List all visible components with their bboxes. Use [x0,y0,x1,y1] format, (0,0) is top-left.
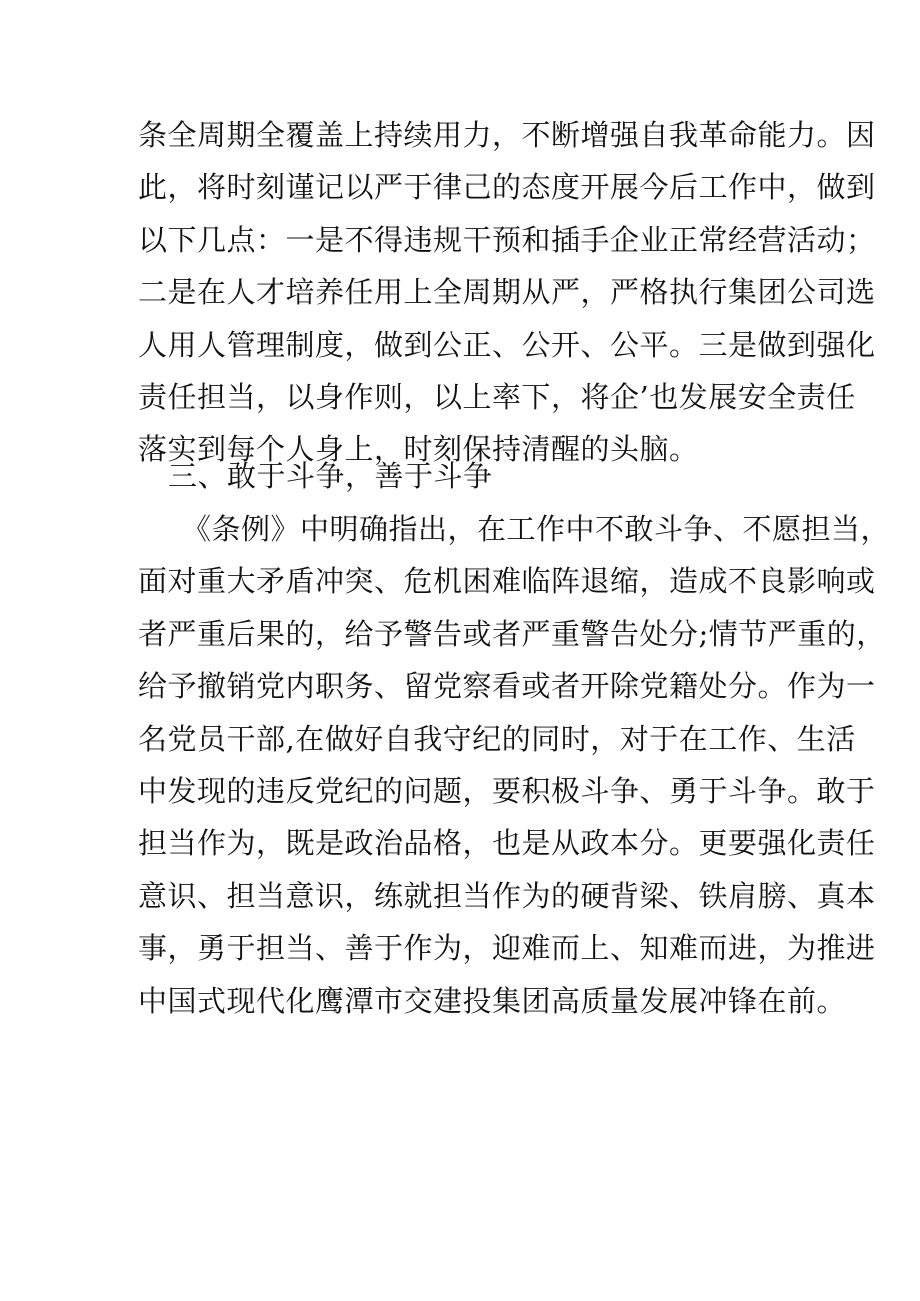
paragraph-1-line: 此，将时刻谨记以严于律己的态度开展今后工作中，做到 [138,170,876,205]
paragraph-2-line: 事，勇于担当、善于作为，迎难而上、知难而进，为推进 [138,931,876,966]
paragraph-2-line: 中国式现代化鹰潭市交建投集团高质量发展冲锋在前。 [138,983,847,1018]
paragraph-1-line: 人用人管理制度，做到公正、公开、公平。三是做到强化 [138,327,876,362]
paragraph-2-line: 中发现的违反党纪的问题，要积极斗争、勇于斗争。敢于 [138,773,876,808]
paragraph-1 [138,109,876,476]
paragraph-1-line: 落实到每个人身上，时刻保持清醒的头脑。 [138,432,699,467]
paragraph-2-line: 者严重后果的，给予警告或者严重警告处分;情节严重的， [138,616,886,651]
paragraph-1-line: 责任担当，以身作则，以上率下，将企’也发展安全责任 [138,379,856,414]
paragraph-1-line: 以下几点：一是不得违规干预和插手企业正常经营活动； [138,222,876,257]
paragraph-1-line: 条全周期全覆盖上持续用力，不断增强自我革命能力。因 [138,118,876,152]
paragraph-2 [138,503,891,1027]
section-heading: 三、敢于斗争，善于斗争 [168,459,493,493]
paragraph-2-line: 《条例》中明确指出，在工作中不敢斗争、不愿担当， [182,512,891,546]
paragraph-1-line: 二是在人才培养任用上全周期从严，严格执行集团公司选 [138,275,876,310]
paragraph-2-line: 担当作为，既是政治品格，也是从政本分。更要强化责任 [138,826,876,861]
paragraph-2-line: 面对重大矛盾冲突、危机困难临阵退缩，造成不良影响或 [138,564,876,599]
paragraph-2-line: 意识、担当意识，练就担当作为的硬背梁、铁肩膀、真本 [138,878,876,913]
paragraph-2-line: 名党员干部,在做好自我守纪的同时，对于在工作、生活 [138,721,856,756]
paragraph-2-line: 给予撤销党内职务、留党察看或者开除党籍处分。作为一 [138,669,876,704]
